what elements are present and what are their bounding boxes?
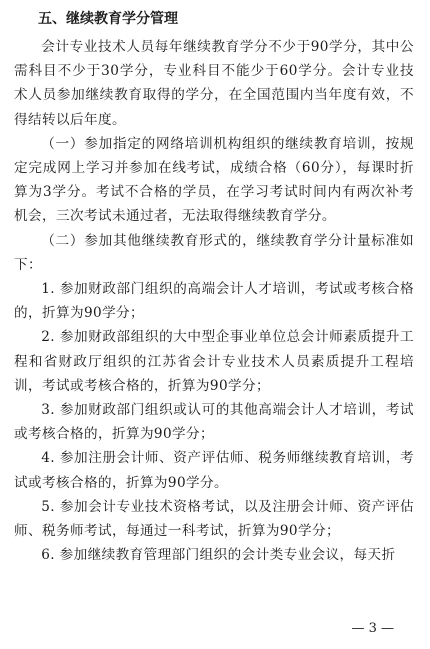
- section-title: 五、继续教育学分管理: [38, 11, 178, 27]
- list-item-4: 4. 参加注册会计师、资产评估师、税务师继续教育培训，考试或考核合格的，折算为90学分。: [14, 450, 414, 491]
- list-item-1: 1. 参加财政部门组织的高端会计人才培训，考试或考核合格的，折算为90学分；: [14, 281, 414, 322]
- page-number: — 3 —: [351, 621, 394, 636]
- list-item-3: 3. 参加财政部门组织或认可的其他高端会计人才培训，考试或考核合格的，折算为90学分；: [14, 402, 414, 443]
- paragraph-credit-requirements: 会计专业技术人员每年继续教育学分不少于90学分，其中公需科目不少于30学分，专业科目不能少于60学分。会计专业技术人员参加继续教育取得的学分，在全国范围内当年度有效，不得结转以后年度。: [14, 39, 414, 128]
- paragraph-online-training: （一）参加指定的网络培训机构组织的继续教育培训，按规定完成网上学习并参加在线考试，成绩合格（60分），每课时折算为3学分。考试不合格的学员，在学习考试时间内有两次补考机会，三次考试未通过者，无法取得继续教育学分。: [14, 135, 414, 225]
- body-text: [14, 35, 414, 567]
- list-item-2: 2. 参加财政部组织的大中型企事业单位总会计师素质提升工程和省财政厅组织的江苏省会计专业技术人员素质提升工程培训，考试或考核合格的，折算为90学分；: [14, 329, 414, 394]
- paragraph-other-forms: （二）参加其他继续教育形式的，继续教育学分计量标准如下：: [14, 232, 414, 273]
- list-item-6: 6. 参加继续教育管理部门组织的会计类专业会议，每天折: [41, 547, 396, 564]
- list-item-5: 5. 参加会计专业技术资格考试，以及注册会计师、资产评估师、税务师考试，每通过一科考试，折算为90学分；: [14, 498, 414, 540]
